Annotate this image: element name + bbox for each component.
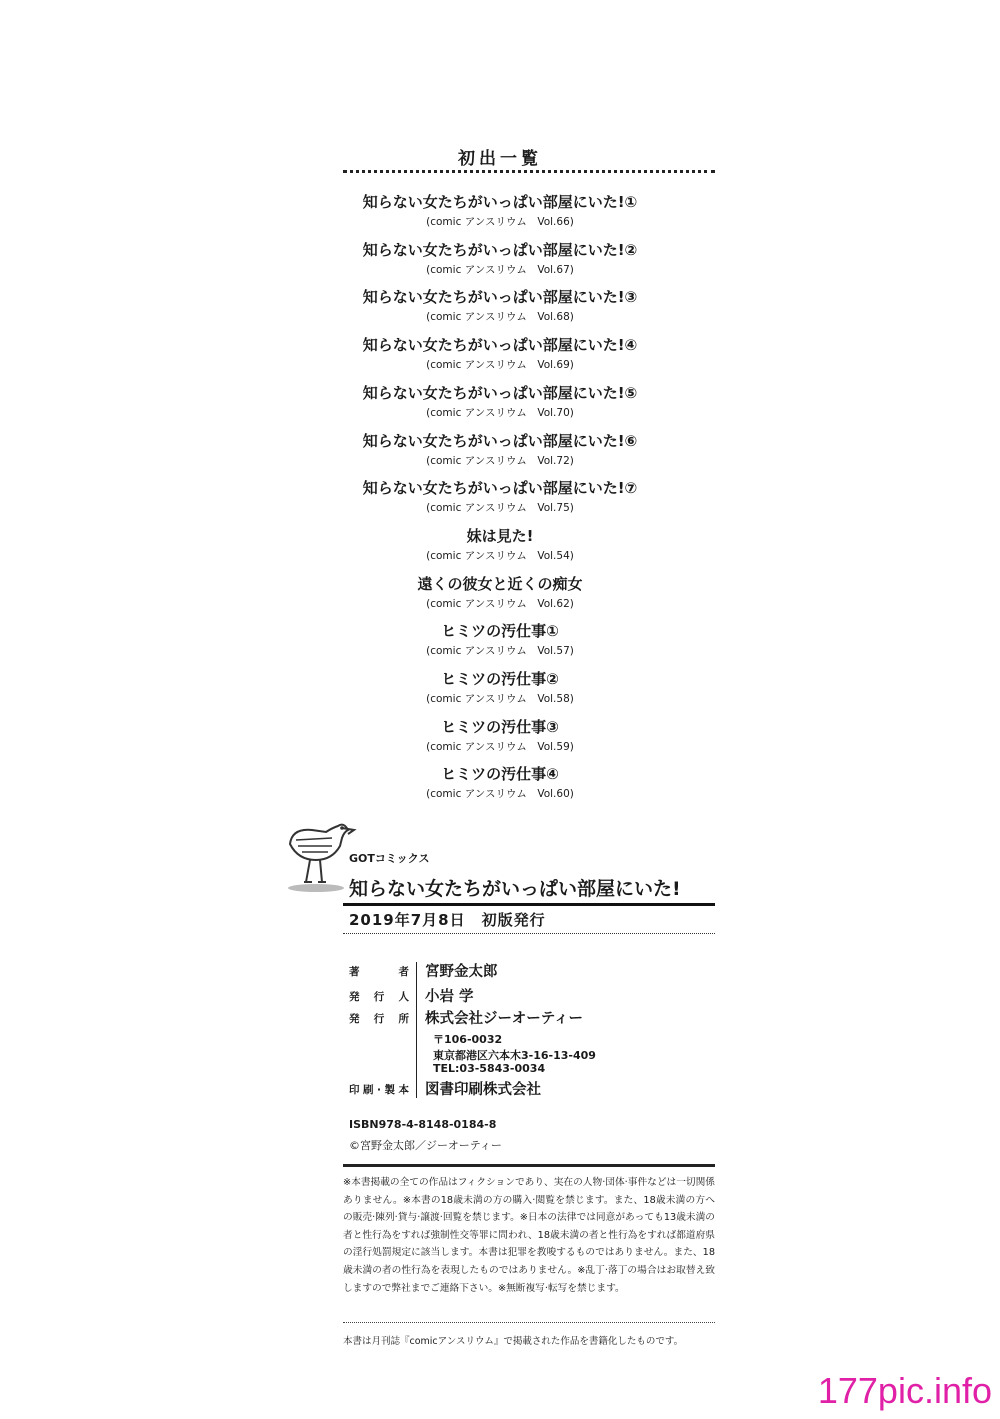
page-heading: 初出一覧 — [458, 149, 542, 169]
phone: TEL:03-5843-0034 — [433, 1062, 546, 1075]
credit-publisher — [349, 1007, 709, 1027]
credit-publisher-label: 発行所 — [349, 1013, 409, 1025]
credit-printer — [349, 1078, 709, 1098]
notice-dotted-rule — [343, 1322, 715, 1323]
entry-source: (comic アンスリウム Vol.60) — [426, 788, 574, 801]
entry-source: (comic アンスリウム Vol.67) — [426, 263, 574, 276]
credit-printer-value: 図書印刷株式会社 — [425, 1082, 541, 1098]
credit-author — [349, 960, 709, 980]
entry-title: 知らない女たちがいっぱい部屋にいた!⑤ — [362, 383, 638, 402]
entry-source: (comic アンスリウム Vol.69) — [426, 359, 574, 372]
entry-source: (comic アンスリウム Vol.57) — [426, 645, 574, 658]
entry-source: (comic アンスリウム Vol.59) — [426, 740, 574, 753]
credit-publisher-person-value: 小岩 学 — [425, 989, 474, 1005]
entry-title: 知らない女たちがいっぱい部屋にいた!① — [362, 193, 638, 211]
entry-source: (comic アンスリウム Vol.62) — [426, 597, 574, 610]
dotted-divider — [343, 170, 715, 173]
entry-title: 知らない女たちがいっぱい部屋にいた!⑥ — [362, 431, 638, 450]
title-rule — [343, 903, 715, 906]
entry-source: (comic アンスリウム Vol.72) — [426, 454, 574, 467]
book-title: 知らない女たちがいっぱい部屋にいた! — [349, 878, 681, 900]
entry-title: ヒミツの汚仕事① — [441, 622, 559, 641]
entry-title: ヒミツの汚仕事③ — [441, 717, 559, 736]
entry-title: 知らない女たちがいっぱい部屋にいた!② — [362, 240, 638, 259]
publication-note: 本書は月刊誌『comicアンスリウム』で掲載された作品を書籍化したものです。 — [343, 1336, 684, 1347]
isbn: ISBN978-4-8148-0184-8 — [349, 1118, 497, 1131]
entry-title: ヒミツの汚仕事② — [441, 670, 559, 688]
entry-source: (comic アンスリウム Vol.54) — [426, 549, 574, 562]
imprint-label: GOTコミックス — [349, 852, 430, 865]
entry-source: (comic アンスリウム Vol.75) — [426, 502, 574, 515]
entry-title: 知らない女たちがいっぱい部屋にいた!⑦ — [362, 479, 638, 498]
credit-author-value: 宮野金太郎 — [425, 964, 498, 980]
entry-title: ヒミツの汚仕事④ — [441, 765, 559, 784]
entry-source: (comic アンスリウム Vol.70) — [426, 406, 574, 419]
edition-rule — [343, 933, 715, 934]
copyright: ©宮野金太郎／ジーオーティー — [349, 1139, 502, 1152]
edition-date: 2019年7月8日 初版発行 — [349, 911, 546, 929]
entry-title: 妹は見た! — [466, 526, 534, 545]
watermark: 177pic.info — [817, 1370, 992, 1411]
credit-publisher-person — [349, 985, 709, 1005]
entry-source: (comic アンスリウム Vol.68) — [426, 311, 574, 324]
credit-publisher-person-label: 発行人 — [349, 991, 409, 1003]
entry-title: 知らない女たちがいっぱい部屋にいた!④ — [362, 336, 638, 355]
postal-code: 〒106-0032 — [433, 1033, 503, 1046]
credit-printer-label: 印刷·製本 — [349, 1084, 409, 1096]
entry-source: (comic アンスリウム Vol.58) — [426, 693, 574, 705]
legal-notice: ※本書掲載の全ての作品はフィクションであり、実在の人物·団体·事件などは一切関係ありません。※本書の18歳未満の方の購入·閲覧を禁じます。また、18歳未満の方への販売·陳列·貸与·譲渡·回覧を禁じます。※日本の法律では同意があっても13歳未満の者と性行為をすれば強制性交等罪に問われ、18歳未満の者と性行為をすれば都道府県の淫行処罰規定に該当します。本書は犯罪を教唆するものではありません。また、18歳未満の者の性行為を表現したものではありません。※乱丁·落丁の場合はお取替え致しますので弊社までご連絡下さい。※無断複写·転写を禁じます。 — [343, 1177, 715, 1294]
address: 東京都港区六本木3-16-13-409 — [433, 1049, 596, 1062]
credit-publisher-value: 株式会社ジーオーティー — [425, 1011, 584, 1027]
bird-mascot-logo — [282, 816, 358, 894]
notice-rule — [343, 1164, 715, 1167]
credit-author-label: 著 者 — [349, 966, 409, 978]
entry-title: 遠くの彼女と近くの痴女 — [417, 574, 583, 593]
entry-source: (comic アンスリウム Vol.66) — [426, 216, 574, 228]
entry-title: 知らない女たちがいっぱい部屋にいた!③ — [362, 288, 638, 307]
